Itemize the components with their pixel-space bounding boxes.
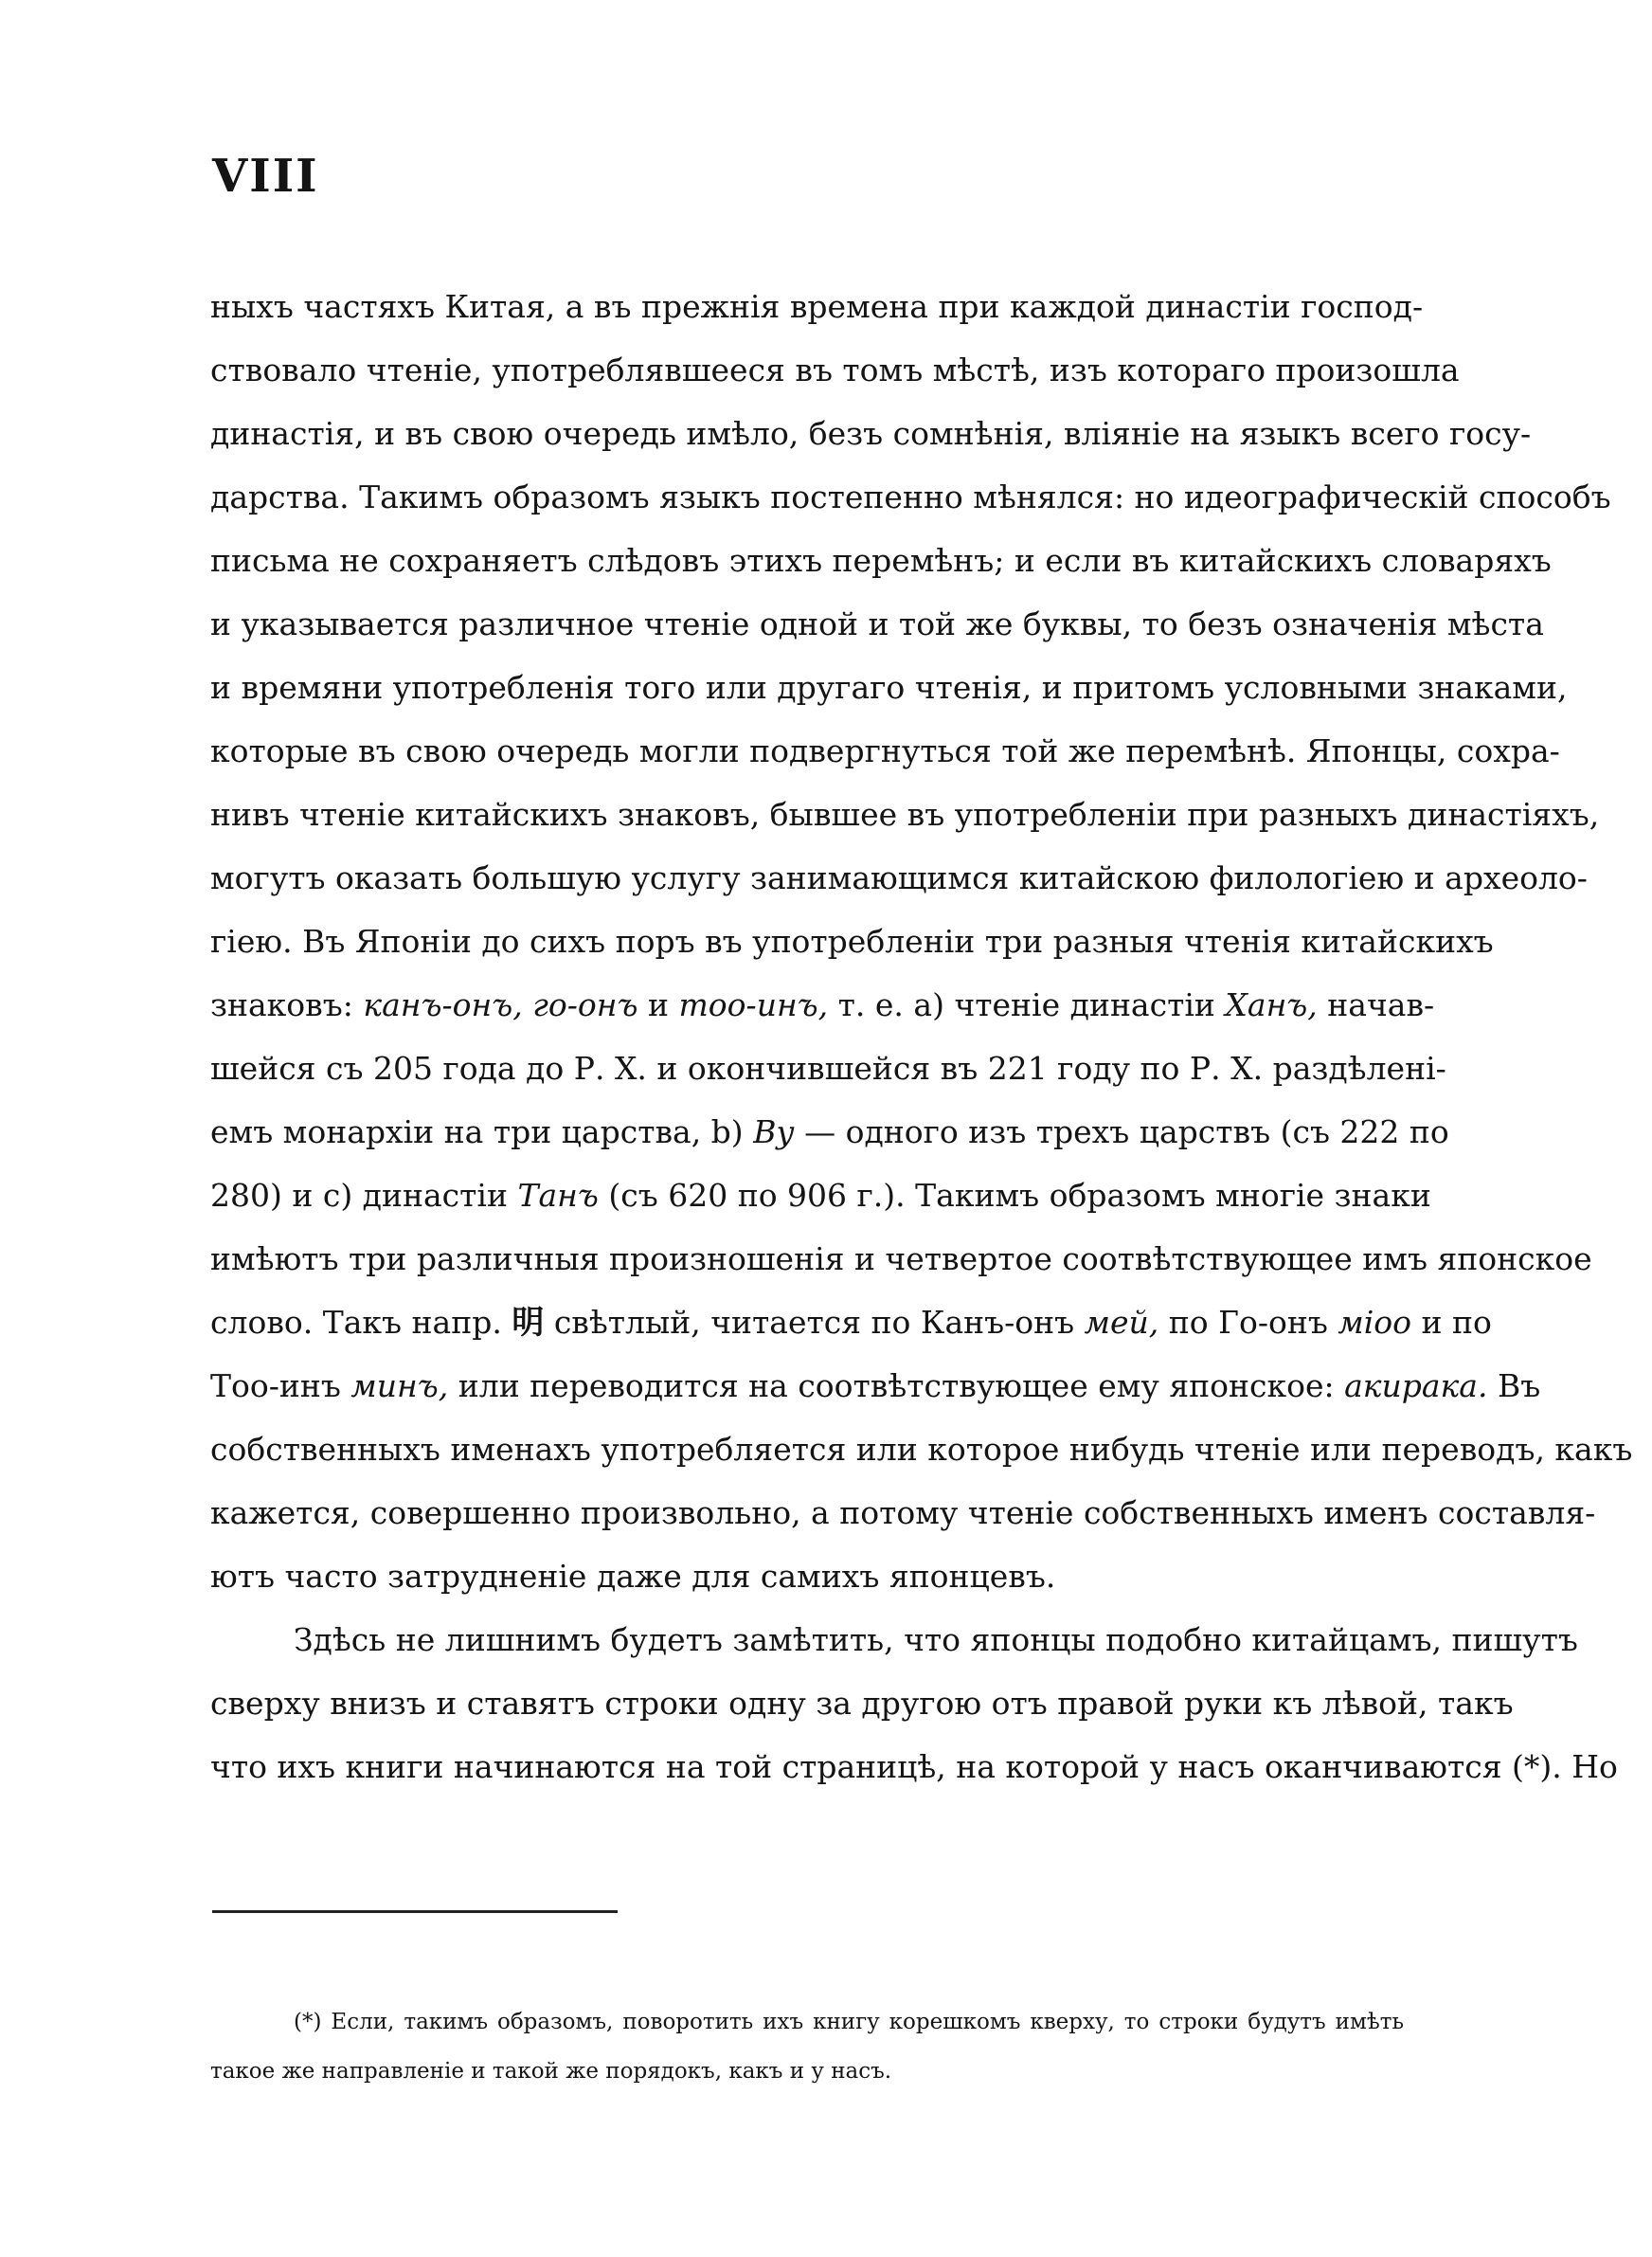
- text-fragment: знаковъ:: [210, 986, 353, 1023]
- text-line-8: которые въ свою очередь могли подвергнуться той же перемѣнѣ. Японцы, сохра-: [210, 732, 1560, 769]
- text-line-17: [210, 1291, 1492, 1354]
- text-fragment: Тоо-инъ: [210, 1367, 341, 1404]
- italic-term: минъ,: [350, 1367, 449, 1404]
- italic-term: тоо-инъ,: [678, 986, 829, 1023]
- text-line-1: ныхъ частяхъ Китая, а въ прежнія времена при каждой династіи господ-: [210, 288, 1424, 325]
- italic-term: Танъ: [517, 1177, 599, 1214]
- text-line-13: шейся съ 205 года до Р. Х. и окончившейся въ 221 году по Р. Х. раздѣлені-: [210, 1050, 1446, 1087]
- page-number: VIII: [212, 150, 319, 203]
- text-line-16: имѣютъ три различныя произношенія и четвертое соотвѣтствующее имъ японское: [210, 1240, 1592, 1277]
- paragraph-2-line-3: что ихъ книги начинаются на той страницѣ, на которой у насъ оканчиваются (*). Но: [210, 1748, 1618, 1785]
- text-line-20: кажется, совершенно произвольно, а потому чтеніе собственныхъ именъ составля-: [210, 1494, 1596, 1531]
- text-fragment: свѣтлый, читается по Канъ-онъ: [553, 1304, 1075, 1341]
- italic-term: мей,: [1084, 1304, 1159, 1341]
- text-fragment: (съ 620 по 906 г.). Такимъ образомъ многіе знаки: [608, 1177, 1431, 1214]
- text-line-5: письма не сохраняетъ слѣдовъ этихъ перемѣнъ; и если въ китайскихъ словаряхъ: [210, 542, 1552, 579]
- text-line-12: [210, 973, 1435, 1037]
- italic-term: Ханъ,: [1225, 986, 1318, 1023]
- text-line-11: гіею. Въ Японіи до сихъ поръ въ употребленіи три разныя чтенія китайскихъ: [210, 923, 1494, 960]
- text-line-3: династія, и въ свою очередь имѣло, безъ сомнѣнія, вліяніе на языкъ всего госу-: [210, 415, 1532, 452]
- footnote-line-1: (*) Если, такимъ образомъ, поворотить ихъ книгу корешкомъ кверху, то строки будутъ имѣть: [294, 2010, 1404, 2034]
- text-fragment: 280) и с) династіи: [210, 1177, 508, 1214]
- footnote-separator: [212, 1910, 618, 1913]
- text-fragment: по Го-онъ: [1168, 1304, 1328, 1341]
- chinese-character: 明: [512, 1304, 545, 1342]
- paragraph-2-line-2: сверху внизъ и ставятъ строки одну за другою отъ правой руки къ лѣвой, такъ: [210, 1685, 1514, 1722]
- footnote-line-2: такое же направленіе и такой же порядокъ, какъ и у насъ.: [210, 2059, 892, 2084]
- text-line-21: ютъ часто затрудненіе даже для самихъ японцевъ.: [210, 1558, 1056, 1595]
- text-fragment: Въ: [1497, 1367, 1541, 1404]
- italic-term: Ву: [753, 1113, 795, 1150]
- text-fragment: или переводится на соотвѣтствующее ему японское:: [458, 1367, 1335, 1404]
- text-line-9: нивъ чтеніе китайскихъ знаковъ, бывшее въ употребленіи при разныхъ династіяхъ,: [210, 796, 1600, 833]
- text-fragment: слово. Такъ напр.: [210, 1304, 502, 1341]
- text-line-6: и указывается различное чтеніе одной и той же буквы, то безъ означенія мѣста: [210, 605, 1544, 642]
- text-fragment: и по: [1421, 1304, 1492, 1341]
- text-line-14: [210, 1100, 1449, 1164]
- text-line-4: дарства. Такимъ образомъ языкъ постепенно мѣнялся: но идеографическій способъ: [210, 478, 1611, 515]
- italic-term: акирака.: [1344, 1367, 1488, 1404]
- text-line-15: [210, 1164, 1431, 1227]
- text-fragment: т. е. а) чтеніе династіи: [837, 986, 1215, 1023]
- body-text: [210, 275, 1633, 1798]
- text-line-2: ствовало чтеніе, употреблявшееся въ томъ мѣстѣ, изъ котораго произошла: [210, 352, 1460, 388]
- text-line-7: и времяни употребленія того или другаго чтенія, и притомъ условными знаками,: [210, 669, 1568, 706]
- italic-term: го-онъ: [532, 986, 638, 1023]
- italic-term: канъ-онъ,: [363, 986, 523, 1023]
- text-fragment: и: [648, 986, 670, 1023]
- footnote: [210, 1997, 1404, 2096]
- paragraph-2-line-1: Здѣсь не лишнимъ будетъ замѣтить, что японцы подобно китайцамъ, пишутъ: [294, 1621, 1578, 1658]
- text-fragment: емъ монархіи на три царства, b): [210, 1113, 744, 1150]
- text-line-10: могутъ оказать большую услугу занимающимся китайскою филологіею и археоло-: [210, 859, 1588, 896]
- text-fragment: начав-: [1327, 986, 1435, 1023]
- italic-term: міоо: [1338, 1304, 1411, 1341]
- text-fragment: — одного изъ трехъ царствъ (съ 222 по: [804, 1113, 1449, 1150]
- text-line-19: собственныхъ именахъ употребляется или которое нибудь чтеніе или переводъ, какъ: [210, 1431, 1633, 1468]
- text-line-18: [210, 1354, 1541, 1417]
